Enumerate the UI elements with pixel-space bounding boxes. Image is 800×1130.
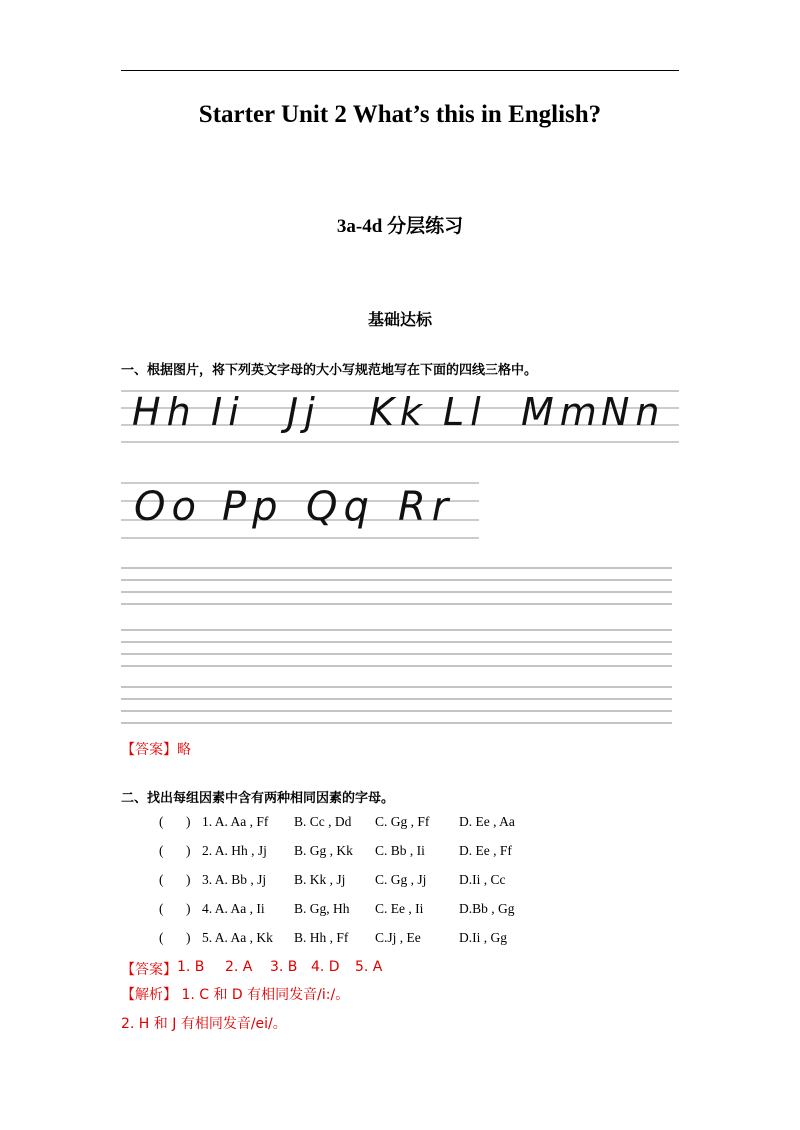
q2-analysis: 【解析】 1. C 和 D 有相同发音/i:/。	[121, 987, 350, 1003]
option-c: C. Bb , Ii	[375, 843, 425, 858]
option-d: D. Ee , Aa	[459, 814, 515, 829]
model-letter-pair: Ll	[443, 390, 487, 434]
option-a: 1. A. Aa , Ff	[202, 814, 269, 829]
model-letter-pair: Rr	[398, 484, 455, 530]
option-b: B. Hh , Ff	[294, 930, 349, 945]
model-letter-pair: Mm	[521, 390, 603, 434]
answer-label: 【答案】	[121, 962, 177, 978]
model-letter-pair: Nn	[601, 390, 666, 434]
blank-writing-grids	[121, 568, 672, 723]
option-c: C. Gg , Jj	[375, 872, 427, 887]
option-a: 2. A. Hh , Jj	[202, 843, 267, 858]
answer-item: 4. D	[311, 959, 340, 975]
q2-analysis-2: 2. H 和 J 有相同发音/ei/。	[121, 1016, 287, 1032]
model-letter-pair: Jj	[287, 390, 321, 434]
answer-bracket-left[interactable]: (	[159, 872, 164, 887]
page-title: Starter Unit 2 What’s this in English?	[198, 101, 602, 128]
answer-bracket-right[interactable]: )	[186, 872, 191, 887]
model-letters	[132, 390, 666, 530]
q1-instruction: 一、根据图片，将下列英文字母的大小写规范地写在下面的四线三格中。	[121, 363, 538, 378]
answer-bracket-left[interactable]: (	[159, 930, 164, 945]
option-d: D.Ii , Cc	[459, 872, 506, 887]
option-d: D. Ee , Ff	[459, 843, 512, 858]
option-b: B. Kk , Jj	[294, 872, 346, 887]
option-a: 5. A. Aa , Kk	[202, 930, 273, 945]
answer-item: 2. A	[225, 959, 253, 975]
model-letter-pair: Ii	[211, 390, 245, 434]
option-b: B. Gg , Kk	[294, 843, 353, 858]
answer-bracket-right[interactable]: )	[186, 843, 191, 858]
q2-instruction: 二、找出每组因素中含有两种相同因素的字母。	[121, 791, 395, 806]
option-d: D.Ii , Gg	[459, 930, 507, 945]
option-d: D.Bb , Gg	[459, 901, 515, 916]
option-c: C. Gg , Ff	[375, 814, 430, 829]
answer-bracket-left[interactable]: (	[159, 843, 164, 858]
option-c: C.Jj , Ee	[375, 930, 421, 945]
model-letter-pair: Pp	[222, 484, 284, 530]
answer-bracket-right[interactable]: )	[186, 901, 191, 916]
level-heading: 基础达标	[367, 310, 432, 329]
option-b: B. Gg, Hh	[294, 901, 350, 916]
answer-item: 5. A	[355, 959, 383, 975]
model-letter-pair: Qq	[306, 484, 375, 530]
option-c: C. Ee , Ii	[375, 901, 424, 916]
model-letter-pair: Oo	[134, 484, 202, 530]
model-letter-pair: Hh	[132, 390, 197, 434]
q2-answer	[121, 959, 383, 979]
model-letter-pair: Kk	[369, 390, 428, 434]
answer-item: 1. B	[177, 959, 205, 975]
answer-bracket-right[interactable]: )	[186, 930, 191, 945]
answer-bracket-right[interactable]: )	[186, 814, 191, 829]
option-a: 3. A. Bb , Jj	[202, 872, 267, 887]
q1-answer: 【答案】略	[121, 742, 191, 758]
answer-bracket-left[interactable]: (	[159, 814, 164, 829]
section-subtitle: 3a-4d 分层练习	[336, 216, 464, 237]
option-b: B. Cc , Dd	[294, 814, 352, 829]
answer-bracket-left[interactable]: (	[159, 901, 164, 916]
option-a: 4. A. Aa , Ii	[202, 901, 265, 916]
answer-item: 3. B	[270, 959, 298, 975]
